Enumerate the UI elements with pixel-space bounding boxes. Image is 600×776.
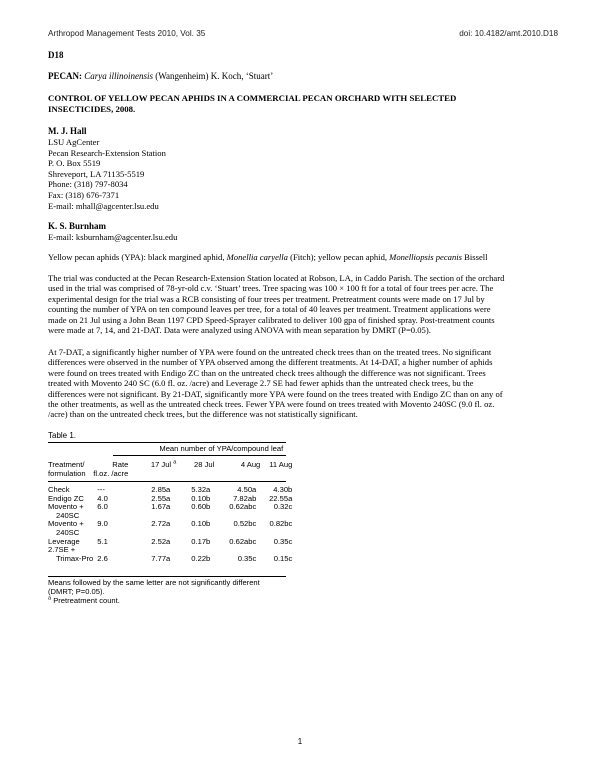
- title-line: CONTROL OF YELLOW PECAN APHIDS IN A COMMERCIAL PECAN ORCHARD WITH SELECTED: [48, 93, 457, 103]
- value-17-jul: 7.77a: [151, 553, 171, 563]
- page-number: 1: [297, 737, 303, 746]
- pest-species: Monelliopsis pecanis: [389, 252, 462, 262]
- header-text: Treatment/: [48, 460, 85, 469]
- value-28-jul: 0.17b: [191, 536, 211, 546]
- value-4-aug: 0.62abc: [229, 502, 257, 512]
- results-table: [48, 442, 292, 563]
- journal-header: Arthropod Management Tests 2010, Vol. 35: [48, 29, 206, 38]
- author-phone: Phone: (318) 797-8034: [48, 179, 128, 190]
- article-code: D18: [48, 50, 64, 60]
- header-4-aug: 4 Aug: [240, 460, 261, 469]
- table-row: [48, 482, 292, 495]
- footnote-text: Pretreatment count.: [53, 596, 120, 605]
- treatment-cell: [48, 482, 93, 495]
- rate-cell: 5.1: [97, 536, 108, 546]
- treatment-formulation: 240SC: [56, 510, 80, 520]
- treatment-name: Check: [48, 485, 70, 494]
- paragraph-line: experimental design for the trial was a RCB consisting of four trees per treatment. Pretreatment counts were made on 17 Jul by: [48, 293, 485, 304]
- treatment-formulation: 2.7SE +: [48, 545, 76, 555]
- value-4-aug: 0.35c: [237, 553, 257, 563]
- treatment-cell: [48, 555, 93, 564]
- value-28-jul: 0.22b: [191, 553, 211, 563]
- paragraph-line: made on 21 Jul using a John Bean 1197 CPD Speed-Sprayer calibrated to deliver 100 gpa of finished spray. Post-treatment counts: [48, 314, 495, 325]
- treatment-formulation: 240SC: [56, 527, 80, 537]
- paragraph-line: the other treatments, as well as the untreated check trees. Fewer YPA were found on trees treated with Movento 240SC (9.0 fl. oz.: [48, 399, 495, 410]
- paragraph-line: differences were not significant. By 21-DAT, significantly more YPA were found on the trees treated with Endigo ZC than on any of: [48, 388, 503, 399]
- value-4-aug: 0.52bc: [233, 519, 257, 529]
- title-line: INSECTICIDES, 2008.: [48, 103, 136, 114]
- crop-species: Carya illinoinensis: [84, 71, 154, 81]
- value-17-jul: 2.52a: [151, 536, 171, 546]
- value-11-aug: 0.32c: [273, 502, 293, 512]
- paragraph-line: At 7-DAT, a significantly higher number of YPA were found on the untreated check trees than on the treated trees. No significant: [48, 347, 492, 357]
- value-28-jul: 0.10b: [191, 493, 211, 503]
- author-fax: Fax: (318) 676-7371: [48, 189, 120, 200]
- paragraph-line: counting the number of YPA on ten compound leaves per tree, for a total of 40 leaves per treatment. Treatment applications were: [48, 304, 491, 315]
- pest-text: Bissell: [464, 252, 488, 262]
- header-text: fl.oz. /acre: [93, 468, 129, 478]
- value-11-aug: 0.82bc: [269, 519, 293, 529]
- pest-text: (Fitch); yellow pecan aphid,: [290, 252, 388, 262]
- footnote-line: [48, 596, 260, 605]
- value-4-aug: 4.50a: [237, 485, 257, 494]
- treatment-name: Movento +: [48, 502, 84, 512]
- rate-cell: 9.0: [97, 519, 108, 529]
- value-11-aug: 22.55a: [269, 493, 293, 503]
- value-28-jul: 0.60b: [191, 502, 211, 512]
- footnote-line: Means followed by the same letter are not significantly different: [48, 578, 260, 587]
- treatment-cell: [48, 503, 93, 520]
- header-treatment: [48, 456, 93, 482]
- value-4-aug: 7.82ab: [233, 493, 257, 503]
- crop-label: PECAN:: [48, 71, 82, 81]
- doi-header: doi: 10.4182/amt.2010.D18: [459, 29, 558, 38]
- value-28-jul: 5.32a: [191, 485, 211, 494]
- author-email: E-mail: ksburnham@agcenter.lsu.edu: [48, 232, 178, 242]
- author-station: Pecan Research-Extension Station: [48, 147, 166, 158]
- header-28-jul: 28 Jul: [194, 460, 215, 469]
- rate-cell: 4.0: [97, 493, 108, 503]
- treatment-name: Trimax-Pro: [56, 553, 94, 563]
- header-17-jul: [128, 456, 176, 482]
- header-11-aug: 11 Aug: [269, 460, 293, 469]
- footnote-line: (DMRT; P=0.05).: [48, 587, 105, 596]
- rate-cell: 2.6: [97, 553, 108, 563]
- value-11-aug: 0.15c: [273, 553, 293, 563]
- author-po-box: P. O. Box 5519: [48, 158, 101, 169]
- table-row: [48, 538, 292, 555]
- treatment-cell: [48, 538, 93, 555]
- value-28-jul: 0.10b: [191, 519, 211, 529]
- paragraph-line: were found on trees treated with Endigo ZC than on the untreated check trees although the difference was not significant. Trees: [48, 367, 486, 378]
- value-11-aug: 4.30b: [273, 485, 293, 494]
- paragraph-line: were made at 7, 14, and 21-DAT. Data were analyzed using ANOVA with mean separation by DMRT (P=0.05).: [48, 325, 431, 336]
- table-footnote: [48, 578, 260, 605]
- article-title: [48, 93, 548, 114]
- treatment-name: Endigo ZC: [48, 493, 84, 503]
- footnote-superscript: a: [48, 595, 52, 602]
- paragraph-line: The trial was conducted at the Pecan Research-Extension Station located at Robson, LA, in Caddo Parish. The section of the orchard: [48, 273, 505, 283]
- header-rate: [93, 456, 128, 482]
- header-text: 17 Jul: [150, 460, 172, 469]
- table-bottom-rule: [48, 576, 286, 577]
- table-caption: Table 1.: [48, 431, 77, 440]
- table-row: [48, 555, 292, 564]
- paragraph-line: differences were observed in the number of YPA observed among the different treatments. At 14-DAT, a higher number of aphids: [48, 357, 493, 368]
- treatment-cell: [48, 520, 93, 537]
- author-address: [48, 137, 558, 211]
- rate-cell: 6.0: [97, 502, 108, 512]
- value-11-aug: 0.35c: [273, 536, 293, 546]
- value-17-jul: 1.67a: [151, 502, 171, 512]
- author-name: K. S. Burnham: [48, 221, 107, 231]
- value-17-jul: 2.72a: [151, 519, 171, 529]
- rate-cell: ---: [97, 485, 105, 494]
- results-paragraph: [48, 347, 558, 420]
- author-org: LSU AgCenter: [48, 137, 100, 147]
- pest-text: Yellow pecan aphids (YPA): black margined aphid,: [48, 252, 225, 262]
- crop-line: [48, 71, 558, 81]
- author-city: Shreveport, LA 71135-5519: [48, 168, 145, 179]
- author-name: M. J. Hall: [48, 126, 87, 136]
- value-4-aug: 0.62abc: [229, 536, 257, 546]
- value-17-jul: 2.85a: [151, 485, 171, 494]
- paragraph-line: used in the trial was comprised of 78-yr-old c.v. ‘Stuart’ trees. Tree spacing was 100 × 100 ft for a total of four trees per acre. The: [48, 283, 494, 294]
- paragraph-line: treated with Movento 240 SC (6.0 fl. oz. /acre) and Leverage 2.7 SE had fewer aphids than the untreated check trees, bu the: [48, 378, 474, 389]
- table-row: [48, 503, 292, 520]
- pest-line: [48, 252, 558, 262]
- pest-species: Monellia caryella: [226, 252, 288, 262]
- treatment-name: Movento +: [48, 519, 84, 529]
- methods-paragraph: [48, 273, 558, 335]
- table-body: [48, 482, 292, 563]
- table-row: [48, 520, 292, 537]
- header-text: Rate: [112, 460, 129, 469]
- crop-authority: (Wangenheim) K. Koch, ‘Stuart’: [155, 71, 274, 81]
- author-email: E-mail: mhall@agcenter.lsu.edu: [48, 200, 159, 211]
- paragraph-line: /acre) than on the untreated check trees, but the difference was not statistically significant.: [48, 409, 358, 420]
- treatment-name: Leverage: [48, 536, 80, 546]
- header-superscript: a: [173, 459, 177, 466]
- header-text: formulation: [48, 468, 86, 478]
- value-17-jul: 2.55a: [151, 493, 171, 503]
- group-header: Mean number of YPA/compound leaf: [159, 444, 284, 453]
